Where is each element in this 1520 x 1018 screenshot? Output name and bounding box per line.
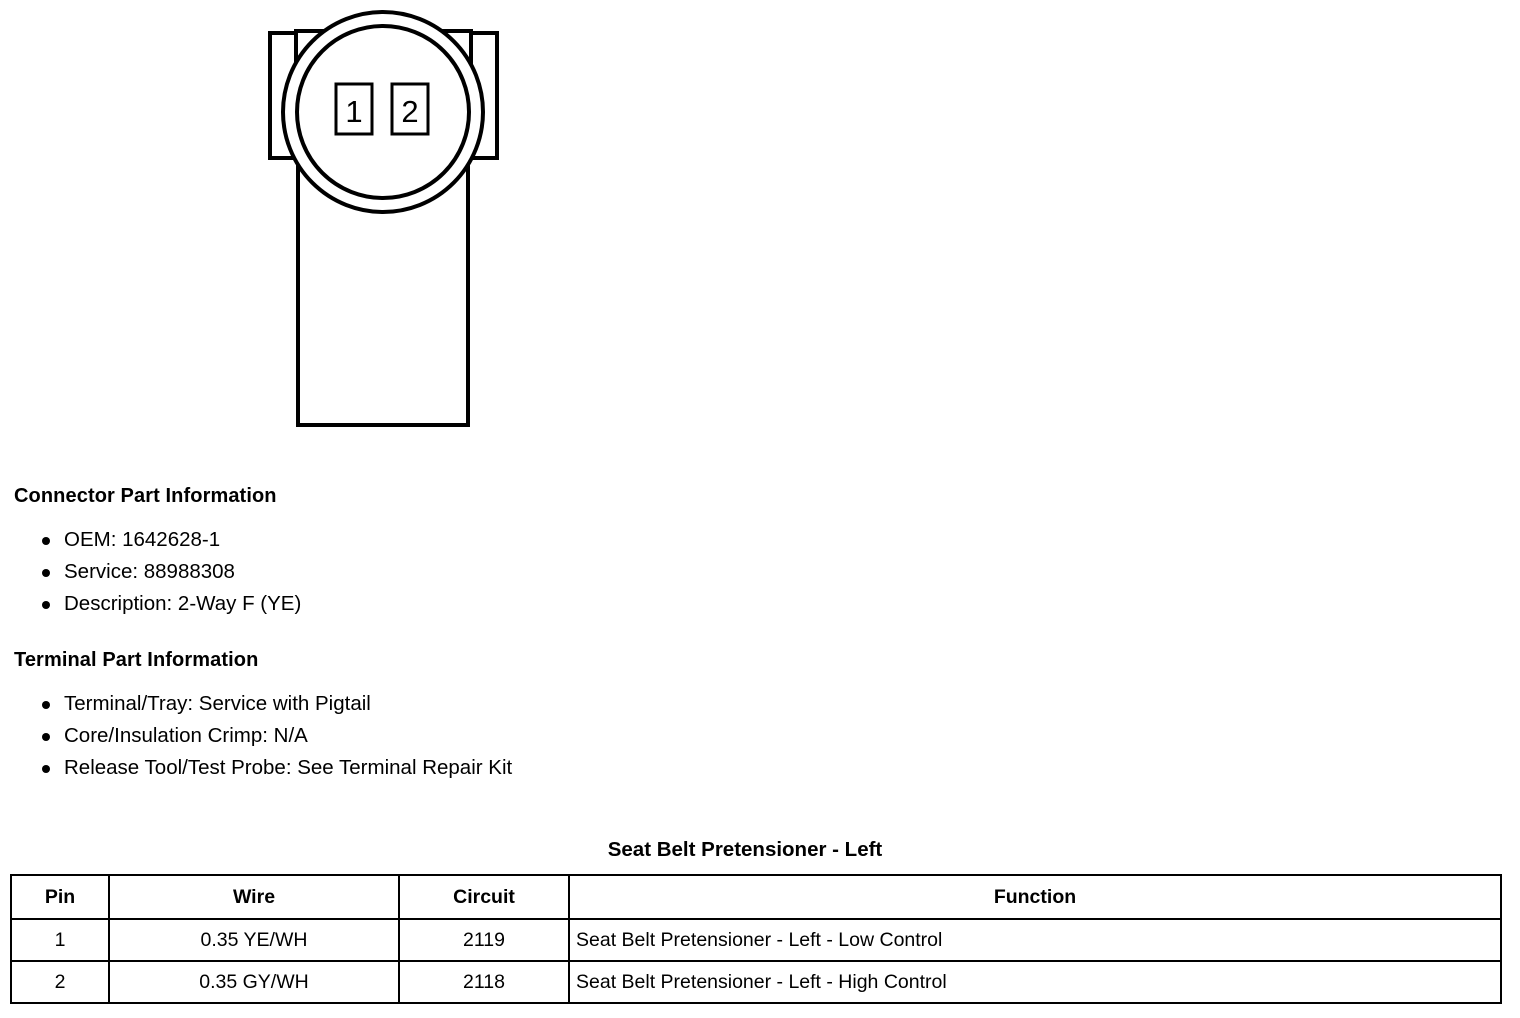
table-row xyxy=(11,961,1501,1003)
connector-part-information-title: Connector Part Information xyxy=(14,485,277,507)
cell-wire: 0.35 GY/WH xyxy=(109,961,399,1003)
list-item: Terminal/Tray: Service with Pigtail xyxy=(14,688,512,720)
connector-inner-circle xyxy=(297,26,469,198)
table-header-row xyxy=(11,875,1501,919)
column-header-function: Function xyxy=(569,875,1501,919)
cell-circuit: 2118 xyxy=(399,961,569,1003)
pinout-title: Seat Belt Pretensioner - Left xyxy=(607,838,883,861)
cell-function: Seat Belt Pretensioner - Left - High Control xyxy=(569,961,1501,1003)
column-header-wire: Wire xyxy=(109,875,399,919)
list-item: Core/Insulation Crimp: N/A xyxy=(14,720,512,752)
cell-circuit: 2119 xyxy=(399,919,569,961)
cavity-2-label: 2 xyxy=(401,94,419,129)
list-item: Service: 88988308 xyxy=(14,556,301,588)
list-item: Release Tool/Test Probe: See Terminal Repair Kit xyxy=(14,752,512,784)
list-item: OEM: 1642628-1 xyxy=(14,524,301,556)
cell-pin: 1 xyxy=(11,919,109,961)
pinout-table xyxy=(10,874,1502,1004)
column-header-circuit: Circuit xyxy=(399,875,569,919)
connector-diagram xyxy=(0,0,620,470)
cell-function: Seat Belt Pretensioner - Left - Low Control xyxy=(569,919,1501,961)
cavity-1-label: 1 xyxy=(345,94,363,129)
column-header-pin: Pin xyxy=(11,875,109,919)
connector-part-information-section xyxy=(14,485,301,620)
terminal-part-information-list xyxy=(14,688,512,784)
terminal-part-information-title: Terminal Part Information xyxy=(14,649,259,671)
cell-wire: 0.35 YE/WH xyxy=(109,919,399,961)
table-row xyxy=(11,919,1501,961)
connector-part-information-list xyxy=(14,524,301,620)
terminal-part-information-section xyxy=(14,649,512,784)
cell-pin: 2 xyxy=(11,961,109,1003)
pinout-section xyxy=(0,838,1520,1004)
list-item: Description: 2-Way F (YE) xyxy=(14,588,301,620)
